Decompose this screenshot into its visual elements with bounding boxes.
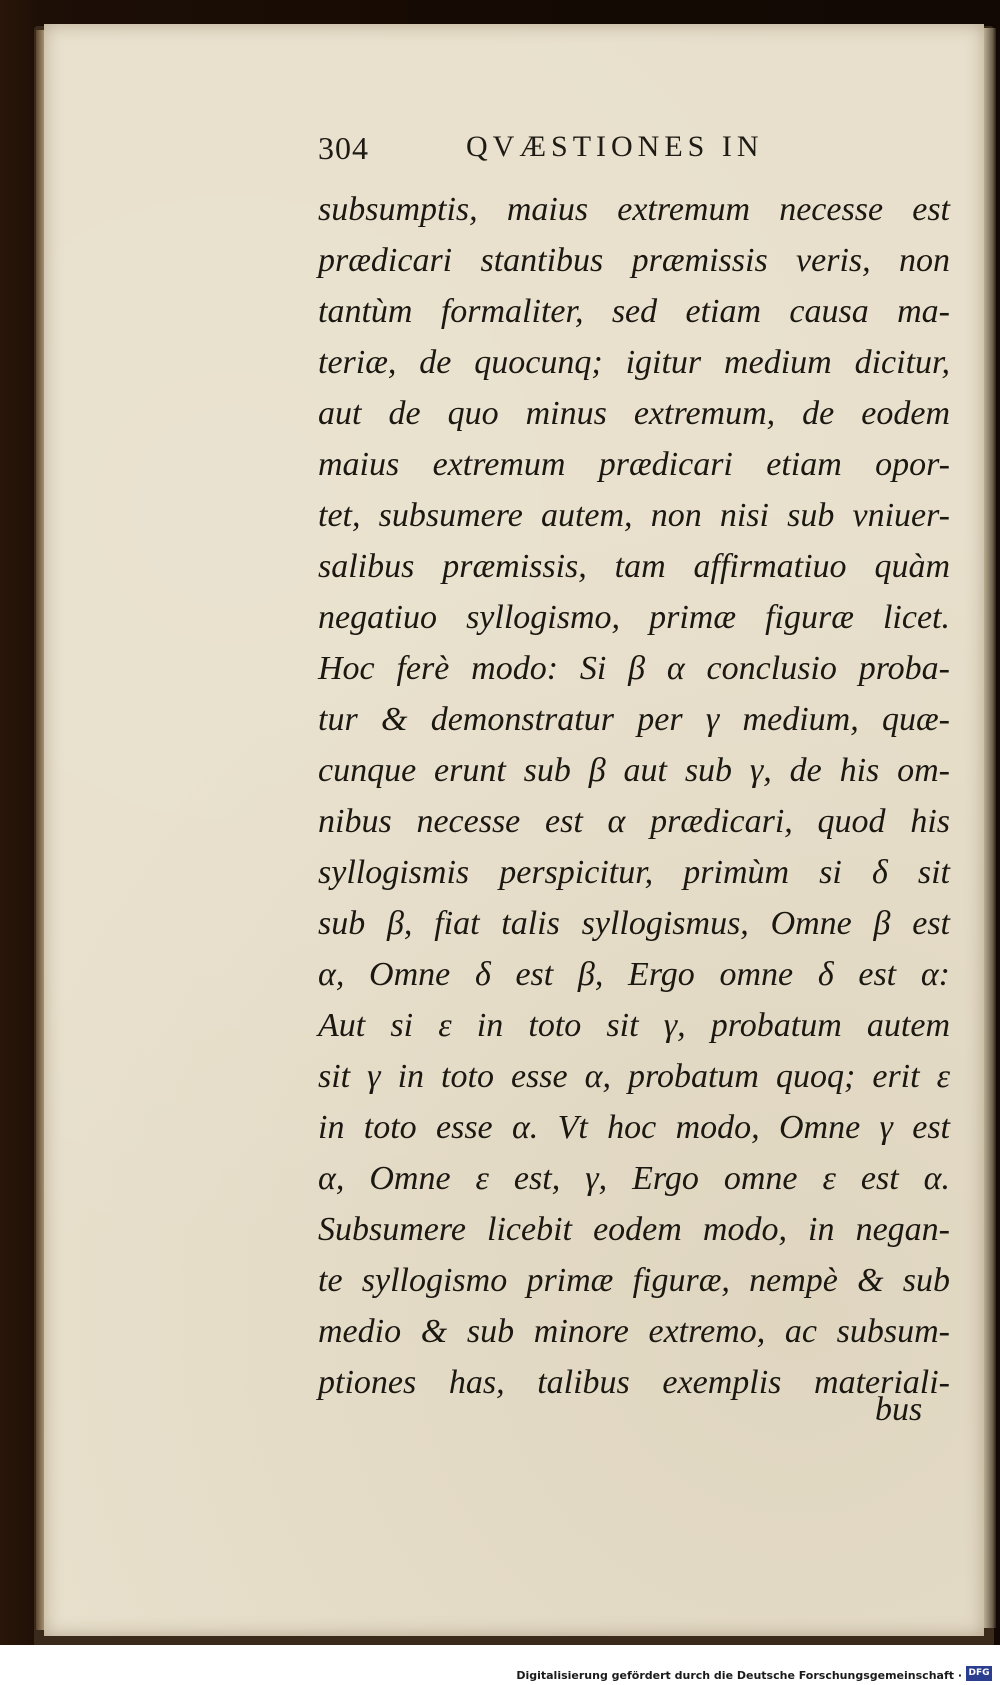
text-line: te syllogismo primæ figuræ, nempè & sub (318, 1262, 950, 1299)
text-line: ptiones has, talibus exemplis materiali- (318, 1364, 950, 1401)
text-line: prædicari stantibus præmissis veris, non (318, 242, 950, 279)
text-line: aut de quo minus extremum, de eodem (318, 395, 950, 432)
text-line: salibus præmissis, tam affirmatiuo quàm (318, 548, 950, 585)
text-line: syllogismis perspicitur, primùm si δ sit (318, 854, 950, 891)
text-line: Subsumere licebit eodem modo, in negan- (318, 1211, 950, 1248)
running-head: QVÆSTIONES IN (466, 130, 764, 163)
catchword: bus (875, 1391, 923, 1428)
page-number: 304 (318, 130, 369, 166)
text-line: cunque erunt sub β aut sub γ, de his om- (318, 752, 950, 789)
body-text (318, 184, 950, 1408)
page-right-edge (984, 28, 996, 1628)
text-line: α, Omne ε est, γ, Ergo omne ε est α. (318, 1160, 950, 1197)
text-line: tur & demonstratur per γ medium, quæ- (318, 701, 950, 738)
dfg-logo-icon: DFG (966, 1666, 992, 1681)
text-line: sub β, fiat talis syllogismus, Omne β est (318, 905, 950, 942)
digitization-credit: Digitalisierung gefördert durch die Deutsche Forschungsgemeinschaft · (516, 1669, 962, 1682)
text-line: subsumptis, maius extremum necesse est (318, 191, 950, 228)
text-line: nibus necesse est α prædicari, quod his (318, 803, 950, 840)
text-line: teriæ, de quocunq; igitur medium dicitur, (318, 344, 950, 381)
text-line: medio & sub minore extremo, ac subsum- (318, 1313, 950, 1350)
text-line: Hoc ferè modo: Si β α conclusio proba- (318, 650, 950, 687)
text-line: in toto esse α. Vt hoc modo, Omne γ est (318, 1109, 950, 1146)
text-line: maius extremum prædicari etiam opor- (318, 446, 950, 483)
page-header (318, 130, 958, 180)
text-line: tantùm formaliter, sed etiam causa ma- (318, 293, 950, 330)
text-line: negatiuo syllogismo, primæ figuræ licet. (318, 599, 950, 636)
text-line: Aut si ε in toto sit γ, probatum autem (318, 1007, 950, 1044)
text-line: sit γ in toto esse α, probatum quoq; erit ε (318, 1058, 950, 1095)
text-line: tet, subsumere autem, non nisi sub vniuer- (318, 497, 950, 534)
text-line: α, Omne δ est β, Ergo omne δ est α: (318, 956, 950, 993)
